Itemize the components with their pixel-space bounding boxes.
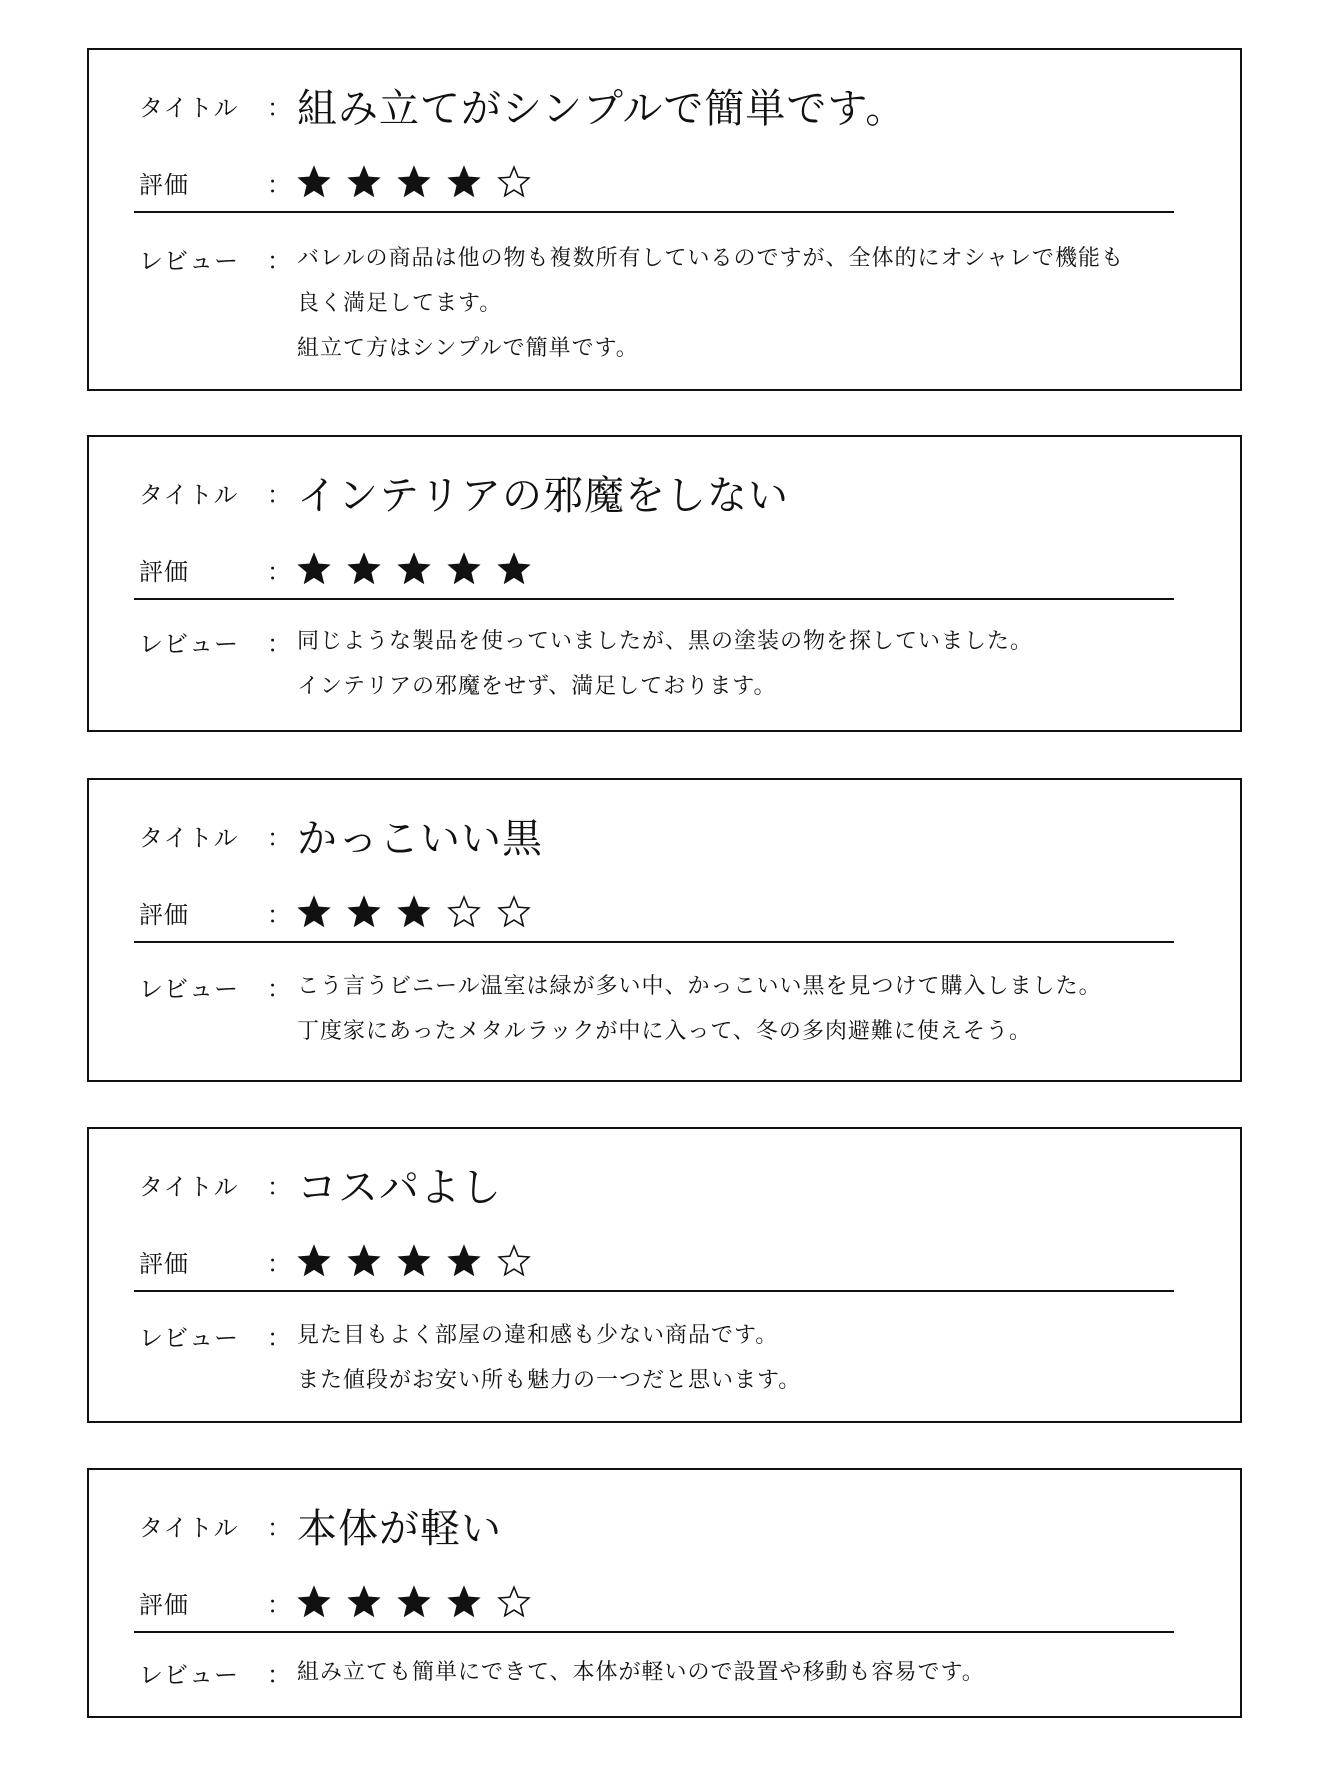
review-card [87, 778, 1242, 1082]
filled-star-icon [447, 1582, 497, 1622]
colon: ： [267, 823, 291, 852]
review-card [87, 48, 1242, 391]
title-label: タイトル [139, 823, 239, 852]
colon: ： [267, 480, 291, 509]
filled-star-icon [447, 549, 497, 589]
title-label: タイトル [139, 1172, 239, 1201]
colon: ： [267, 247, 291, 275]
review-line: バレルの商品は他の物も複数所有しているのですが、全体的にオシャレで機能も [297, 246, 1125, 271]
colon: ： [267, 170, 291, 199]
review-line: 組立て方はシンプルで簡単です。 [297, 336, 639, 361]
rating-label: 評価 [139, 1249, 189, 1278]
colon: ： [267, 1513, 291, 1542]
rating-row [139, 1582, 547, 1622]
rating-row [139, 162, 547, 202]
star-rating [297, 1582, 547, 1622]
empty-star-icon [497, 1241, 547, 1281]
review-card [87, 1468, 1242, 1718]
review-line: 丁度家にあったメタルラックが中に入って、冬の多肉避難に使えそう。 [297, 1019, 1032, 1044]
review-title: コスパよし [297, 1164, 502, 1211]
review-line: こう言うビニール温室は緑が多い中、かっこいい黒を見つけて購入しました。 [297, 974, 1102, 999]
empty-star-icon [447, 892, 497, 932]
divider [134, 941, 1174, 943]
colon: ： [267, 1661, 291, 1689]
review-card [87, 435, 1242, 732]
divider [134, 211, 1174, 213]
colon: ： [267, 975, 291, 1003]
filled-star-icon [347, 1582, 397, 1622]
colon: ： [267, 1590, 291, 1619]
review-card [87, 1127, 1242, 1423]
review-body [297, 236, 1124, 371]
divider [134, 1631, 1174, 1633]
divider [134, 598, 1174, 600]
colon: ： [267, 557, 291, 586]
filled-star-icon [447, 1241, 497, 1281]
review-row [139, 1650, 985, 1695]
filled-star-icon [397, 1241, 447, 1281]
title-label: タイトル [139, 1513, 239, 1542]
review-body [297, 964, 1102, 1054]
colon: ： [267, 93, 291, 122]
filled-star-icon [297, 1582, 347, 1622]
title-row [139, 80, 906, 130]
filled-star-icon [397, 1582, 447, 1622]
title-label: タイトル [139, 93, 239, 122]
review-label: レビュー [139, 630, 239, 658]
review-title: 組み立てがシンプルで簡単です。 [297, 85, 907, 132]
rating-label: 評価 [139, 1590, 189, 1619]
rating-row [139, 1241, 547, 1281]
filled-star-icon [347, 162, 397, 202]
filled-star-icon [297, 549, 347, 589]
review-line: 良く満足してます。 [297, 291, 503, 316]
star-rating [297, 162, 547, 202]
review-line: 組み立ても簡単にできて、本体が軽いので設置や移動も容易です。 [297, 1660, 985, 1685]
empty-star-icon [497, 162, 547, 202]
filled-star-icon [297, 1241, 347, 1281]
divider [134, 1290, 1174, 1292]
empty-star-icon [497, 892, 547, 932]
review-line: また値段がお安い所も魅力の一つだと思います。 [297, 1368, 802, 1393]
review-title: 本体が軽い [297, 1505, 502, 1552]
title-row [139, 1159, 502, 1209]
star-rating [297, 892, 547, 932]
filled-star-icon [297, 892, 347, 932]
colon: ： [267, 630, 291, 658]
review-row [139, 964, 1102, 1054]
empty-star-icon [497, 1582, 547, 1622]
rating-label: 評価 [139, 900, 189, 929]
review-label: レビュー [139, 1661, 239, 1689]
rating-row [139, 892, 547, 932]
review-row [139, 619, 1033, 709]
colon: ： [267, 900, 291, 929]
filled-star-icon [397, 892, 447, 932]
review-row [139, 236, 1124, 371]
review-title: かっこいい黒 [297, 815, 543, 862]
colon: ： [267, 1324, 291, 1352]
review-line: インテリアの邪魔をせず、満足しております。 [297, 674, 777, 699]
star-rating [297, 1241, 547, 1281]
colon: ： [267, 1249, 291, 1278]
rating-row [139, 549, 547, 589]
review-body [297, 1313, 801, 1403]
review-line: 見た目もよく部屋の違和感も少ない商品です。 [297, 1323, 779, 1348]
review-line: 同じような製品を使っていましたが、黒の塗装の物を探していました。 [297, 629, 1034, 654]
review-label: レビュー [139, 975, 239, 1003]
review-body [297, 1650, 985, 1695]
colon: ： [267, 1172, 291, 1201]
filled-star-icon [347, 549, 397, 589]
rating-label: 評価 [139, 170, 189, 199]
filled-star-icon [347, 892, 397, 932]
filled-star-icon [397, 162, 447, 202]
rating-label: 評価 [139, 557, 189, 586]
review-label: レビュー [139, 247, 239, 275]
title-row [139, 467, 789, 517]
title-label: タイトル [139, 480, 239, 509]
filled-star-icon [347, 1241, 397, 1281]
filled-star-icon [297, 162, 347, 202]
filled-star-icon [447, 162, 497, 202]
title-row [139, 1500, 502, 1550]
star-rating [297, 549, 547, 589]
filled-star-icon [497, 549, 547, 589]
review-title: インテリアの邪魔をしない [297, 472, 789, 519]
review-body [297, 619, 1033, 709]
review-row [139, 1313, 801, 1403]
review-label: レビュー [139, 1324, 239, 1352]
title-row [139, 810, 543, 860]
filled-star-icon [397, 549, 447, 589]
